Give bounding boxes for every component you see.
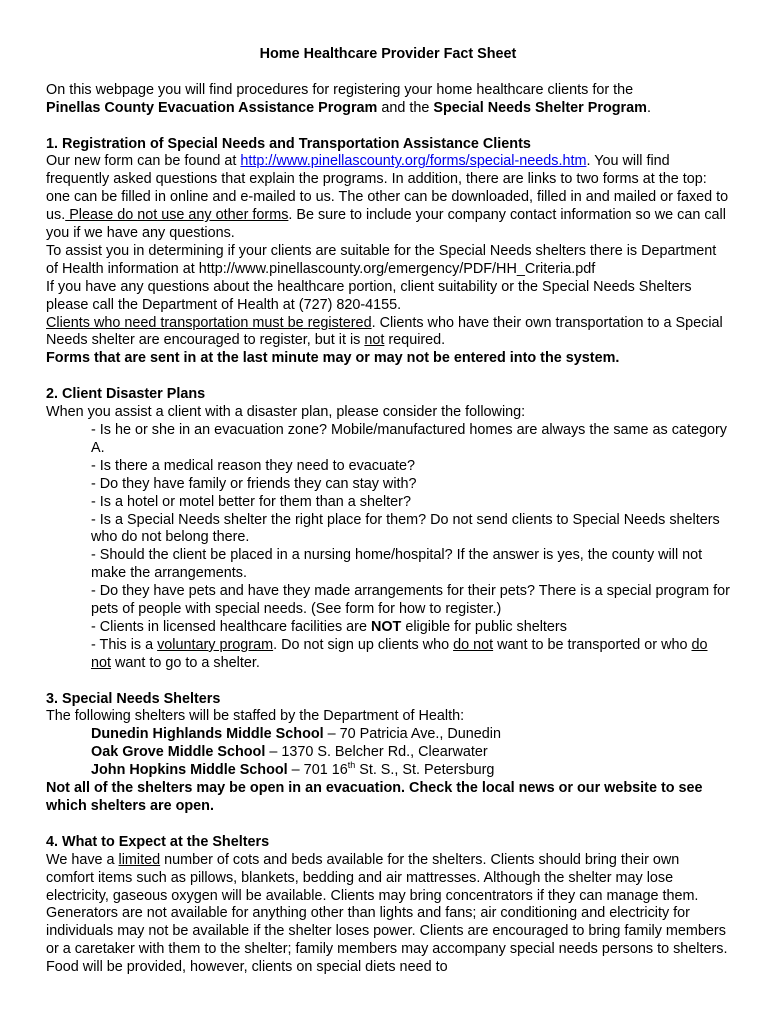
underlined-text: limited <box>118 851 161 868</box>
text: . You will find frequently asked questions that explain the programs. In addition, there are links to two forms at the top: one can be filled in online and e-mailed to us. The other can be downloaded, filled in and mailed or faxed to us. <box>46 153 729 224</box>
intro-text: and the <box>377 99 434 116</box>
section-2-heading: 2. Client Disaster Plans <box>46 386 206 403</box>
text: want to be transported or who <box>493 636 692 653</box>
text: . Be sure to include your company contact information so we can call you if we have any questions. <box>46 207 726 242</box>
shelter-address: St. S., St. Petersburg <box>355 762 495 779</box>
list-item <box>91 637 730 673</box>
section-2-intro: When you assist a client with a disaster plan, please consider the following: <box>46 404 526 421</box>
section-1-doh-info: To assist you in determining if your clients are suitable for the Special Needs shelters there is Department of Health information at http://www.pinellascounty.org/emergency/PDF/HH_Criteria.pdf <box>46 242 717 277</box>
superscript: th <box>347 760 356 771</box>
text: required. <box>384 332 446 349</box>
section-1-heading: 1. Registration of Special Needs and Transportation Assistance Clients <box>46 135 531 152</box>
text: eligible for public shelters <box>401 618 567 635</box>
list-item: - Do they have pets and have they made arrangements for their pets? There is a special program for pets of people with special needs. (See form for how to register.) <box>91 583 730 618</box>
intro-text: . <box>646 99 651 116</box>
page-title: Home Healthcare Provider Fact Sheet <box>259 46 517 62</box>
text: . Do not sign up clients who <box>273 636 454 653</box>
section-1-paragraph <box>46 153 730 243</box>
section-1-warning: Forms that are sent in at the last minute may or may not be entered into the system. <box>46 350 620 367</box>
section-3-intro: The following shelters will be staffed by the Department of Health: <box>46 708 465 725</box>
shelter-address: – 70 Patricia Ave., Dunedin <box>323 726 501 743</box>
underlined-text: Clients who need transportation must be registered <box>46 314 372 331</box>
special-needs-form-link[interactable]: http://www.pinellascounty.org/forms/special-needs.htm <box>240 153 587 170</box>
shelter-item <box>91 726 730 744</box>
shelter-name: Dunedin Highlands Middle School <box>91 726 324 743</box>
section-1-transportation <box>46 315 730 351</box>
underlined-text: voluntary program <box>157 636 274 653</box>
shelter-name: Oak Grove Middle School <box>91 744 266 761</box>
underlined-text: do not <box>453 636 494 653</box>
list-item: - Is he or she in an evacuation zone? Mobile/manufactured homes are always the same as category A. <box>91 421 727 456</box>
section-3-heading: 3. Special Needs Shelters <box>46 690 221 707</box>
shelter-address: – 701 16 <box>287 762 348 779</box>
list-item <box>91 619 730 637</box>
bold-text: NOT <box>370 618 402 635</box>
text: Our new form can be found at <box>46 153 241 170</box>
underlined-text: not <box>364 332 385 349</box>
intro-text: On this webpage you will find procedures for registering your home healthcare clients for the <box>46 81 634 98</box>
text: We have a <box>46 851 119 868</box>
list-item: - Do they have family or friends they can stay with? <box>91 475 417 492</box>
shelter-item <box>91 762 730 780</box>
section-4-paragraph <box>46 852 730 977</box>
program-name-evacuation: Pinellas County Evacuation Assistance Program <box>46 99 378 116</box>
section-3-note: Not all of the shelters may be open in an evacuation. Check the local news or our website to see which shelters are open. <box>46 780 703 814</box>
underlined-text: Please do not use any other forms <box>65 207 289 224</box>
list-item: - Should the client be placed in a nursing home/hospital? If the answer is yes, the county will not make the arrangements. <box>91 547 703 582</box>
list-item: - Is a hotel or motel better for them than a shelter? <box>91 493 411 510</box>
text: want to go to a shelter. <box>111 654 260 671</box>
shelter-item <box>91 744 730 762</box>
section-1-contact: If you have any questions about the healthcare portion, client suitability or the Special Needs Shelters please call the Department of Health at (727) 820-4155. <box>46 278 692 313</box>
text: . Clients who have their own transportation to a Special Needs shelter are encouraged to register, but it is <box>46 314 723 349</box>
shelter-name: John Hopkins Middle School <box>91 762 288 779</box>
text: - Clients in licensed healthcare facilities are <box>91 618 371 635</box>
shelter-list <box>46 726 730 780</box>
section-4-heading: 4. What to Expect at the Shelters <box>46 833 270 850</box>
disaster-plan-list <box>46 422 730 673</box>
list-item: - Is a Special Needs shelter the right place for them? Do not send clients to Special Needs shelters who do not belong there. <box>91 511 720 546</box>
list-item: - Is there a medical reason they need to evacuate? <box>91 457 415 474</box>
intro-paragraph <box>46 82 730 118</box>
shelter-address: – 1370 S. Belcher Rd., Clearwater <box>265 744 488 761</box>
underlined-text: do not <box>91 636 708 671</box>
text: number of cots and beds available for the shelters. Clients should bring their own comfort items such as pillows, blankets, bedding and air mattresses. Although the shelter may lose electricity, gaseous oxygen will be available. Clients may bring concentrators if they can manage them. Generators are not available for anything other than lights and fans; air conditioning and electricity for individuals may not be available if the shelter loses power. Clients are encouraged to bring family members or a caretaker with them to the shelter; family members may accompany special needs persons to shelters. Food will be provided, however, clients on special diets need to <box>46 851 728 976</box>
program-name-shelter: Special Needs Shelter Program <box>433 99 647 116</box>
text: - This is a <box>91 636 158 653</box>
